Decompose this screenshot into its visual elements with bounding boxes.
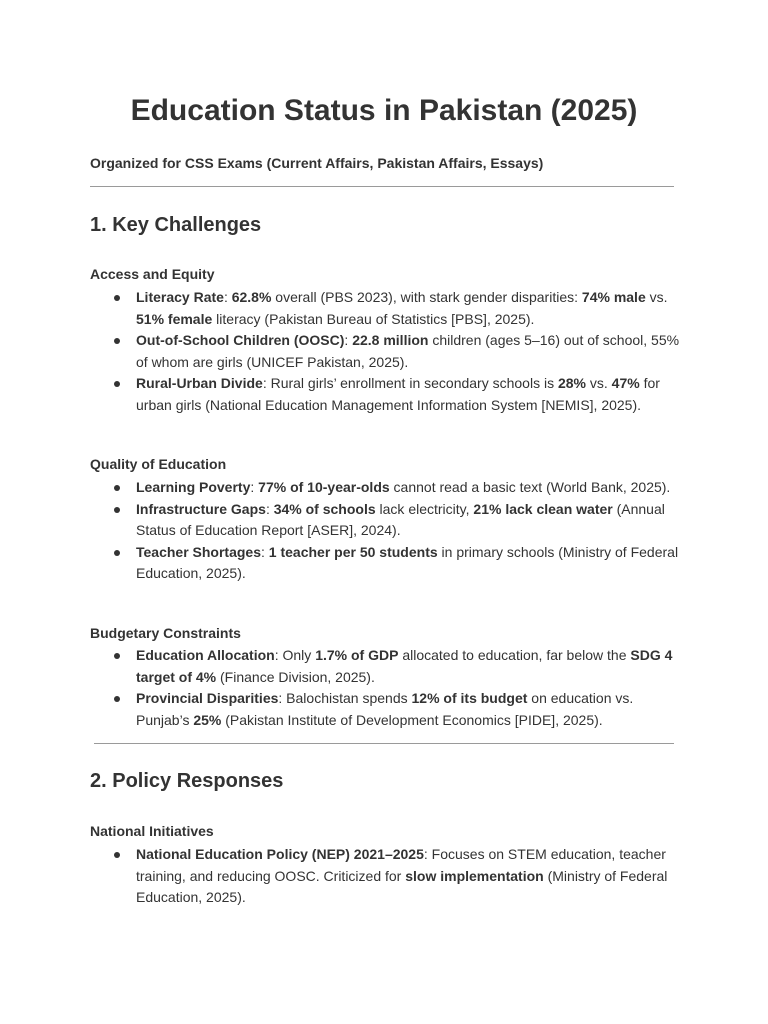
emphasis-text: 12% of its budget <box>411 690 528 706</box>
emphasis-text: 1 teacher per 50 students <box>268 543 438 560</box>
emphasis-text: National Education Policy (NEP) 2021–2025 <box>136 846 424 862</box>
emphasis-text: Infrastructure Gaps <box>136 500 266 517</box>
body-text: : <box>250 479 259 495</box>
emphasis-text: 62.8% <box>231 289 272 305</box>
body-text: for urban girls (National Education Management Information System [NEMIS], 2025). <box>136 375 660 413</box>
body-text: : Only <box>274 647 316 663</box>
list-item <box>90 645 680 688</box>
body-text: vs. <box>645 289 668 305</box>
body-text: children (ages 5–16) out of school, 55% of whom are girls (UNICEF Pakistan, 2025). <box>136 332 680 370</box>
body-text: (Pakistan Institute of Development Economics [PIDE], 2025). <box>221 711 603 728</box>
subheading-national-initiatives: National Initiatives <box>90 823 214 839</box>
emphasis-text: 77% of 10-year-olds <box>258 479 390 495</box>
bullet-list-quality-of-education <box>90 477 680 585</box>
list-item <box>90 373 680 416</box>
emphasis-text: Education Allocation <box>136 647 275 663</box>
body-text: (Finance Division, 2025). <box>216 668 375 685</box>
section-heading-key-challenges: 1. Key Challenges <box>90 214 262 236</box>
subheading-quality-of-education: Quality of Education <box>90 456 227 472</box>
emphasis-text: 51% female <box>136 310 213 327</box>
emphasis-text: 25% <box>193 711 222 728</box>
list-item <box>90 330 680 373</box>
body-text: vs. <box>586 375 612 391</box>
bullet-list-national-initiatives <box>90 844 680 909</box>
emphasis-text: slow implementation <box>405 867 544 884</box>
subheading-budgetary-constraints: Budgetary Constraints <box>90 625 241 641</box>
list-item <box>90 499 680 542</box>
emphasis-text: 47% <box>611 375 640 391</box>
bullet-icon <box>114 295 120 301</box>
bullet-icon <box>114 696 120 702</box>
document-subtitle: Organized for CSS Exams (Current Affairs, Pakistan Affairs, Essays) <box>90 155 544 171</box>
body-text: literacy (Pakistan Bureau of Statistics [PBS], 2025). <box>212 310 535 327</box>
body-text: cannot read a basic text (World Bank, 2025). <box>389 479 671 495</box>
emphasis-text: Out-of-School Children (OOSC) <box>136 332 345 348</box>
bullet-list-access-and-equity <box>90 287 680 416</box>
emphasis-text: Teacher Shortages <box>136 543 262 560</box>
body-text: : <box>261 543 269 560</box>
body-text: in primary schools (Ministry of Federal Education, 2025). <box>136 543 679 581</box>
list-item <box>90 688 680 731</box>
emphasis-text: 34% of schools <box>273 500 376 517</box>
body-text: overall (PBS 2023), with stark gender disparities: <box>271 289 582 305</box>
emphasis-text: Provincial Disparities <box>136 690 279 706</box>
bullet-icon <box>114 338 120 344</box>
bullet-icon <box>114 507 120 513</box>
body-text: on education vs. Punjab’s <box>136 690 634 728</box>
emphasis-text: SDG 4 target of 4% <box>136 647 673 685</box>
list-item <box>90 844 680 909</box>
emphasis-text: 74% male <box>581 289 646 305</box>
emphasis-text: 22.8 million <box>352 332 429 348</box>
section-heading-policy-responses: 2. Policy Responses <box>90 770 284 792</box>
body-text: (Annual Status of Education Report [ASER], 2024). <box>136 500 665 538</box>
bullet-list-budgetary-constraints <box>90 645 680 731</box>
bullet-icon <box>114 550 120 556</box>
list-item <box>90 477 680 499</box>
bullet-icon <box>114 485 120 491</box>
body-text: : <box>265 500 274 517</box>
body-text: : <box>223 289 232 305</box>
emphasis-text: Literacy Rate <box>136 289 224 305</box>
bullet-icon <box>114 381 120 387</box>
emphasis-text: 28% <box>557 375 586 391</box>
body-text: : Rural girls’ enrollment in secondary schools is <box>262 375 558 391</box>
body-text: lack electricity, <box>375 500 474 517</box>
body-text: : Focuses on STEM education, teacher training, and reducing OOSC. Criticized for <box>136 846 666 884</box>
bullet-icon <box>114 653 120 659</box>
emphasis-text: Rural-Urban Divide <box>136 375 263 391</box>
body-text: allocated to education, far below the <box>398 647 631 663</box>
bullet-icon <box>114 852 120 858</box>
body-text: : Balochistan spends <box>278 690 412 706</box>
subheading-access-and-equity: Access and Equity <box>90 266 215 282</box>
body-text: (Ministry of Federal Education, 2025). <box>136 867 668 905</box>
divider <box>94 743 674 744</box>
emphasis-text: Learning Poverty <box>136 479 251 495</box>
body-text: : <box>344 332 353 348</box>
document-title: Education Status in Pakistan (2025) <box>130 94 638 127</box>
list-item <box>90 287 680 330</box>
emphasis-text: 21% lack clean water <box>473 500 613 517</box>
list-item <box>90 542 680 585</box>
emphasis-text: 1.7% of GDP <box>315 647 399 663</box>
divider <box>90 186 674 187</box>
